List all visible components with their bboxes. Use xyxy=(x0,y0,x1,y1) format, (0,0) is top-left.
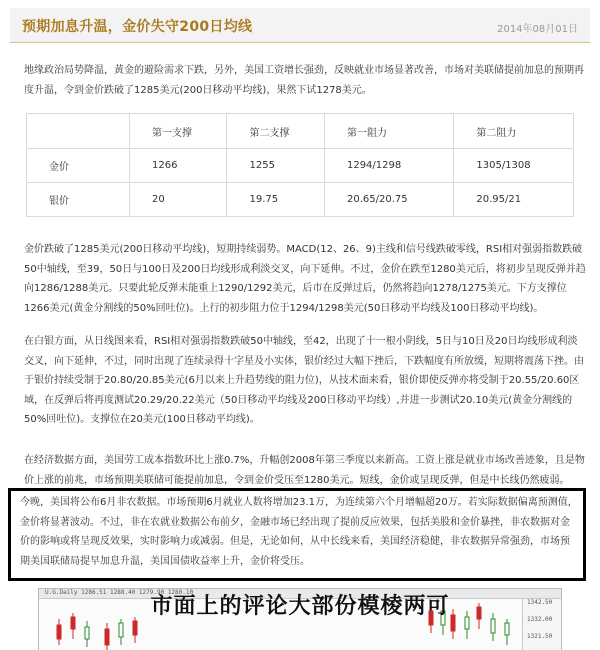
table-header-cell: 第二支撑 xyxy=(227,114,324,149)
table-cell: 1294/1298 xyxy=(324,149,453,183)
price-tick: 1321.50 xyxy=(527,633,553,640)
table-cell: 20.95/21 xyxy=(454,183,574,217)
article-header xyxy=(10,8,590,43)
article-date: 2014年08月01日 xyxy=(497,24,578,35)
support-resistance-table xyxy=(26,113,574,217)
paragraph-silver-analysis: 在白银方面，从日线图来看，RSI相对强弱指数跌破50中轴线，至42，出现了十一根小阴线，5日与10日及20日均线形成利淡交叉，向下延伸，不过，同时出现了连续录得十字星及小实体，银价经过大幅下挫后，下跌幅度有所放缓，短期将震荡下挫。由于银价持续受制于20.80/20.85美元(6月以来上升趋势线的阻力位)，从技术面来看，银价即使反弹亦将受制于20.55/20.60区域，在反弹后将再度测试20.29/20.22美元（50日移动平均线及200日移动平均线）,并进一步测试20.10美元(黄金分割线的50%回吐位)。支撑位在20美元(100日移动平均线)。 xyxy=(24,336,584,426)
price-tick: 1332.00 xyxy=(527,616,553,623)
table-header-cell: 第一阻力 xyxy=(324,114,453,149)
table-cell: 19.75 xyxy=(227,183,324,217)
table-row xyxy=(27,183,574,217)
table-header-cell: 第一支撑 xyxy=(130,114,227,149)
table-cell: 1305/1308 xyxy=(454,149,574,183)
table-header-row xyxy=(27,114,574,149)
paragraph-economic-data: 在经济数据方面，美国劳工成本指数环比上涨0.7%，升幅创2008年第三季度以来新高。工资上涨是就业市场改善迹象，且是物价上涨的前兆，市场预期美联储可能提前加息，令到金价受压至1280美元。短线，金价或呈现反弹，但是中长线仍然疲弱。 xyxy=(24,455,585,486)
article-title: 预期加息升温，金价失守200日均线 xyxy=(22,19,253,35)
table-cell: 20.65/20.75 xyxy=(324,183,453,217)
table-header-cell xyxy=(27,114,130,149)
table-cell: 1266 xyxy=(130,149,227,183)
table-row xyxy=(27,149,574,183)
chart-symbol-label: U.G.Daily 1286.51 1288.40 1279.90 1280.10 xyxy=(45,589,194,596)
paragraph-intro: 地缘政治局势降温，黄金的避险需求下跌，另外，美国工资增长强劲，反映就业市场显著改善，市场对美联储提前加息的预期再度升温，令到金价跌破了1285美元(200日移动平均线)，果然下试1278美元。 xyxy=(24,65,584,96)
paragraph-gold-analysis: 金价跌破了1285美元(200日移动平均线)，短期持续弱势。MACD(12、26、9)主线和信号线跌破零线，RSI相对强弱指数跌破50中轴线，至39，50日与100日及200日均线形成利淡交叉，向下延伸。不过，金价在跌至1280美元后，将初步呈现反弹并趋向1286/1288美元。只要此轮反弹未能重上1290/1292美元，后市在反弹过后，仍然将趋向1278/1275美元。下方支撑位1266美元(黄金分割线的50%回吐位)。上行的初步阻力位于1294/1298美元(50日移动平均线及100日移动平均线)。 xyxy=(24,244,586,314)
table-cell: 金价 xyxy=(27,149,130,183)
table-cell: 1255 xyxy=(227,149,324,183)
overlay-caption: 市面上的评论大部份模棱两可 xyxy=(150,593,450,619)
price-tick: 1342.50 xyxy=(527,599,553,606)
table-cell: 银价 xyxy=(27,183,130,217)
paragraph-nonfarm-outlook: 今晚，美国将公布6月非农数据。市场预期6月就业人数将增加23.1万，为连续第六个月增幅超20万。若实际数据偏离预测值，金价将显著波动。不过，非在农就业数据公布前夕，金融市场已经出现了提前反应效果，包括美股和金价暴挫，非农数据对金价的影响或将呈现反效果，实时影响力或减弱。但是，无论如何，从中长线来看，美国经济稳健，非农数据异常强劲，市场预期美国联储局提早加息升温，美国国债收益率上升，金价将受压。 xyxy=(20,497,578,567)
table-header-cell: 第二阻力 xyxy=(454,114,574,149)
table-cell: 20 xyxy=(130,183,227,217)
